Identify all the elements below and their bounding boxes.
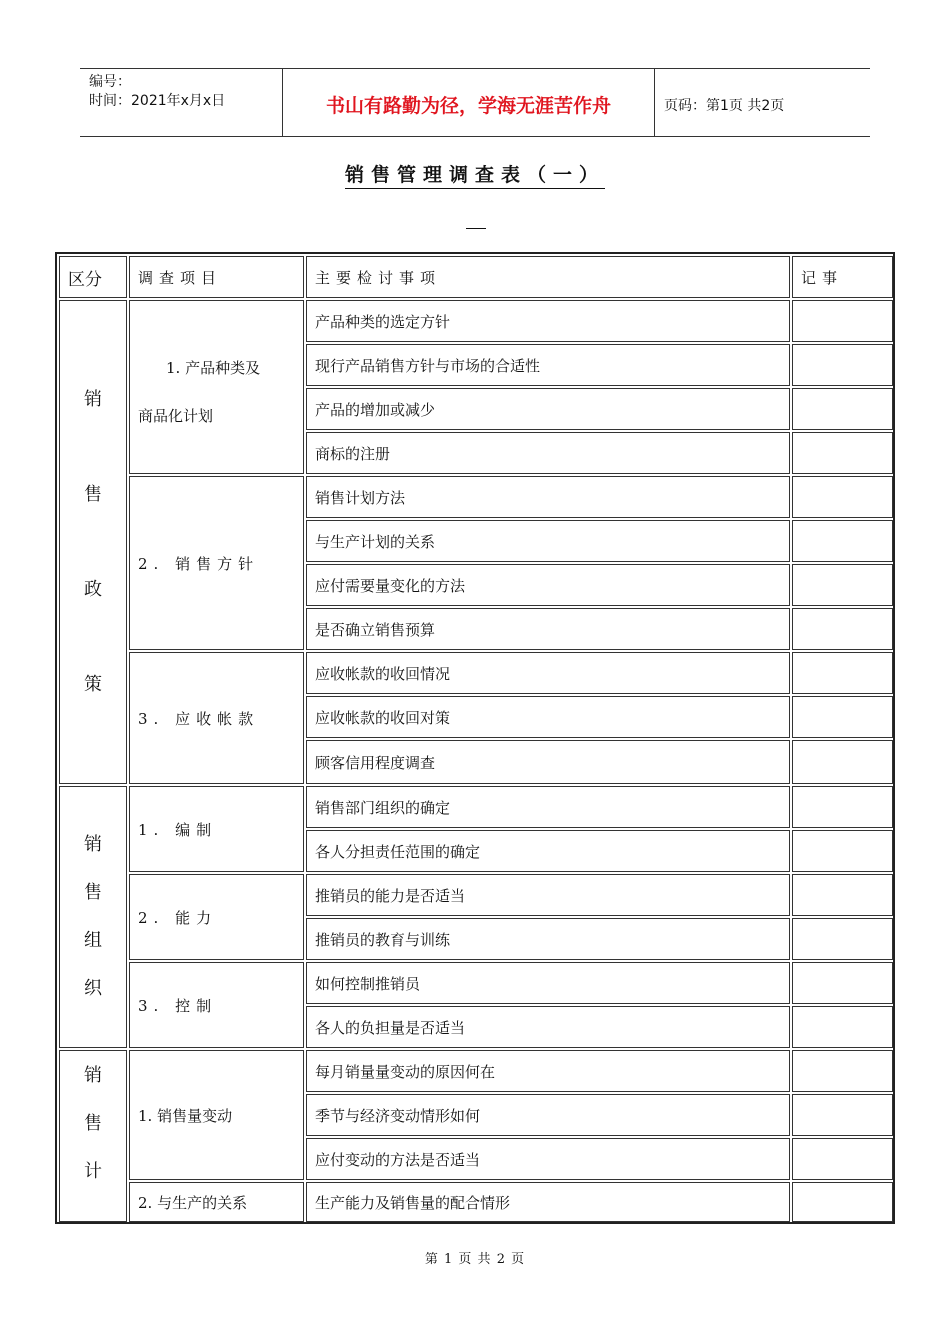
notes-cell[interactable]: [792, 830, 893, 872]
col-header-category: 区分: [59, 256, 127, 298]
item-cell: 推销员的教育与训练: [306, 918, 790, 960]
item-cell: 商标的注册: [306, 432, 790, 474]
item-cell: 产品的增加或减少: [306, 388, 790, 430]
page-footer: 第 1 页 共 2 页: [424, 1252, 526, 1267]
section-char: 政: [84, 578, 102, 600]
sub-organization: 1. 编制: [129, 786, 304, 872]
section-char: 织: [84, 978, 102, 999]
section-char: 销: [84, 834, 102, 855]
item-cell: 销售部门组织的确定: [306, 786, 790, 828]
notes-cell[interactable]: [792, 388, 893, 430]
section-sales-plan: [59, 1050, 127, 1222]
col-header-survey-item: 调查项目: [129, 256, 304, 298]
sub-label-line2: 商品化计划: [138, 407, 214, 425]
section-char: 计: [84, 1161, 102, 1182]
section-char: 售: [84, 1113, 102, 1134]
item-cell: 如何控制推销员: [306, 962, 790, 1004]
page-title-text: 销售管理调查表（一）: [345, 164, 605, 189]
sub-product-planning: [129, 300, 304, 474]
header-page-info: 页码：第1页 共2页: [664, 98, 785, 114]
notes-cell[interactable]: [792, 432, 893, 474]
item-cell: 季节与经济变动情形如何: [306, 1094, 790, 1136]
header-motto: 书山有路勤为径，学海无涯苦作舟: [325, 95, 611, 117]
item-cell: 顾客信用程度调查: [306, 740, 790, 784]
header-top-rule: [80, 68, 870, 69]
survey-table: [55, 252, 895, 1224]
item-cell: 各人的负担量是否适当: [306, 1006, 790, 1048]
section-char: 组: [84, 930, 102, 951]
item-cell: 每月销量量变动的原因何在: [306, 1050, 790, 1092]
header-bottom-rule: [80, 136, 870, 137]
header-divider-right: [654, 69, 655, 136]
section-sales-organization: [59, 786, 127, 1048]
notes-cell[interactable]: [792, 1050, 893, 1092]
notes-cell[interactable]: [792, 696, 893, 738]
col-header-notes: 记事: [792, 256, 893, 298]
sub-receivables: 3. 应收帐款: [129, 652, 304, 784]
notes-cell[interactable]: [792, 1182, 893, 1222]
notes-cell[interactable]: [792, 874, 893, 916]
sub-sales-volume-change: 1. 销售量变动: [129, 1050, 304, 1180]
notes-cell[interactable]: [792, 344, 893, 386]
section-sales-policy: [59, 300, 127, 784]
item-cell: 是否确立销售预算: [306, 608, 790, 650]
item-cell: 生产能力及销售量的配合情形: [306, 1182, 790, 1222]
item-cell: 应收帐款的收回对策: [306, 696, 790, 738]
notes-cell[interactable]: [792, 520, 893, 562]
section-char: 销: [84, 388, 102, 410]
notes-cell[interactable]: [792, 1138, 893, 1180]
item-cell: 现行产品销售方针与市场的合适性: [306, 344, 790, 386]
section-char: 售: [84, 483, 102, 505]
page-title: [0, 160, 950, 187]
notes-cell[interactable]: [792, 740, 893, 784]
sub-control: 3. 控制: [129, 962, 304, 1048]
notes-cell[interactable]: [792, 608, 893, 650]
item-cell: 应收帐款的收回情况: [306, 652, 790, 694]
section-char: 策: [84, 673, 102, 695]
notes-cell[interactable]: [792, 564, 893, 606]
sub-ability: 2. 能力: [129, 874, 304, 960]
item-cell: 产品种类的选定方针: [306, 300, 790, 342]
item-cell: 应付变动的方法是否适当: [306, 1138, 790, 1180]
notes-cell[interactable]: [792, 652, 893, 694]
notes-cell[interactable]: [792, 1094, 893, 1136]
sub-production-relation: 2. 与生产的关系: [129, 1182, 304, 1222]
sub-label-line1: 1. 产品种类及: [166, 359, 261, 377]
document-date: 时间：2021年x月x日: [89, 93, 226, 109]
document-number-label: 编号：: [89, 74, 131, 90]
notes-cell[interactable]: [792, 1006, 893, 1048]
section-char: 售: [84, 882, 102, 903]
item-cell: 与生产计划的关系: [306, 520, 790, 562]
item-cell: 各人分担责任范围的确定: [306, 830, 790, 872]
notes-cell[interactable]: [792, 476, 893, 518]
notes-cell[interactable]: [792, 300, 893, 342]
section-char: 销: [84, 1065, 102, 1086]
notes-cell[interactable]: [792, 962, 893, 1004]
notes-cell[interactable]: [792, 786, 893, 828]
sub-sales-policy: 2. 销售方针: [129, 476, 304, 650]
notes-cell[interactable]: [792, 918, 893, 960]
title-dash: [466, 228, 486, 229]
item-cell: 销售计划方法: [306, 476, 790, 518]
item-cell: 推销员的能力是否适当: [306, 874, 790, 916]
col-header-main-items: 主要检讨事项: [306, 256, 790, 298]
item-cell: 应付需要量变化的方法: [306, 564, 790, 606]
